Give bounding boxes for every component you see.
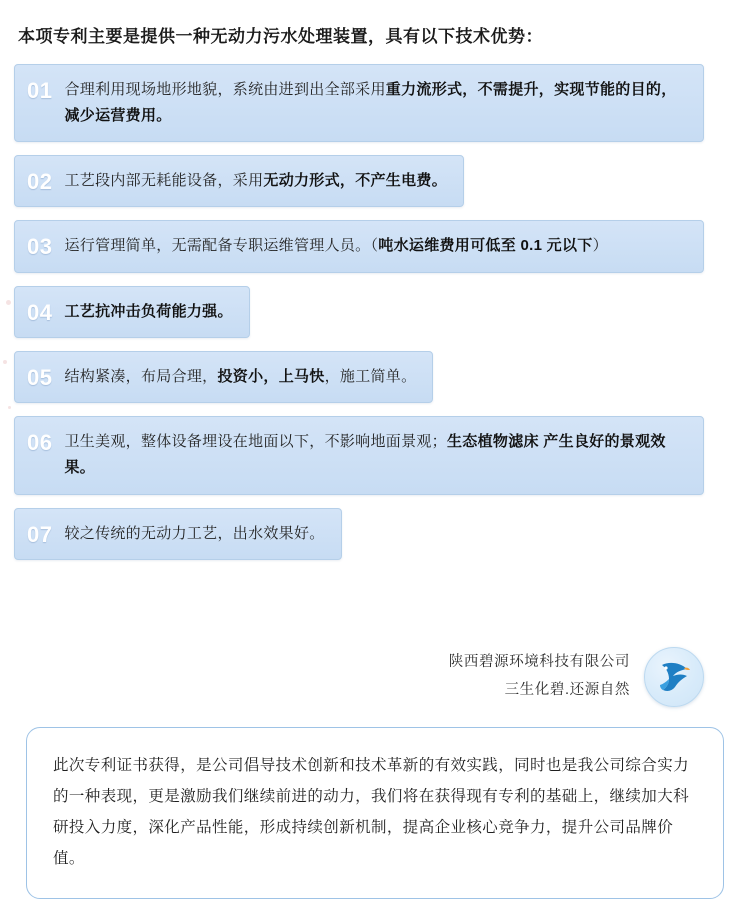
advantage-text: [64, 299, 232, 325]
advantage-number: 03: [27, 234, 53, 260]
company-signature: [10, 621, 740, 713]
decorative-speck: [6, 300, 11, 305]
advantage-number: 04: [27, 299, 53, 325]
advantage-text-segment: ，施工简单。: [324, 367, 417, 385]
advantage-text: [64, 429, 687, 482]
company-text-block: [449, 649, 630, 704]
advantage-text-segment: ）: [592, 237, 608, 255]
advantage-text-segment: 卫生美观，整体设备埋设在地面以下，不影响地面景观；: [64, 433, 447, 450]
decorative-speck: [8, 406, 11, 409]
advantage-text-segment: 工艺段内部无耗能设备，采用: [64, 172, 264, 189]
advantage-item: [14, 64, 736, 143]
advantage-item: [14, 416, 736, 495]
advantage-text: [64, 77, 687, 130]
advantage-item: [14, 286, 736, 338]
advantage-text-segment: 运行管理简单，无需配备专职运维管理人员。（: [64, 237, 379, 255]
advantage-text-emphasis: 无动力形式，不产生电费。: [263, 172, 447, 189]
advantage-number: 06: [27, 430, 53, 455]
advantage-item: [14, 220, 736, 272]
advantage-text: [64, 168, 447, 194]
advantage-text: [64, 233, 607, 259]
advantage-bubble: [14, 286, 250, 338]
advantage-item: [14, 508, 736, 560]
advantage-text-segment: 较之传统的无动力工艺，出水效果好。: [64, 524, 325, 542]
advantage-bubble: [14, 416, 704, 495]
advantage-text-emphasis: 生态植物滤床 产生良好的景观效果。: [64, 433, 666, 477]
advantage-text-segment: 结构紧凑，布局合理，: [64, 367, 218, 385]
advantage-bubble: [14, 508, 342, 560]
page-title: 本项专利主要是提供一种无动力污水处理装置，具有以下技术优势：: [18, 27, 543, 46]
advantage-number: 02: [27, 169, 53, 194]
advantage-bubble: [14, 64, 704, 143]
advantage-text-emphasis: 重力流形式，不需提升，实现节能的目的，减少运营费用。: [64, 80, 677, 124]
advantage-item: [14, 155, 736, 207]
decorative-speck: [3, 360, 7, 364]
advantage-number: 01: [27, 77, 53, 103]
advantage-text-emphasis: 吨水运维费用可低至 0.1 元以下: [378, 237, 593, 255]
advantage-text-segment: 合理利用现场地形地貌，系统由进到出全部采用: [64, 80, 386, 98]
company-name: 陕西碧源环境科技有限公司: [448, 654, 630, 671]
advantage-bubble: [14, 220, 704, 272]
advantage-text: [64, 521, 324, 547]
advantage-text-emphasis: 投资小，上马快: [217, 367, 325, 385]
closing-note: 此次专利证书获得，是公司倡导技术创新和技术革新的有效实践，同时也是我公司综合实力的一种表现，更是激励我们继续前进的动力，我们将在获得现有专利的基础上，继续加大科研投入力度，深化产品性能，形成持续创新机制，提高企业核心竞争力，提升公司品牌价值。: [26, 727, 724, 899]
company-slogan: 三生化碧.还源自然: [504, 681, 630, 698]
advantage-item: [14, 351, 736, 403]
advantage-list: [10, 64, 740, 560]
advantage-bubble: [14, 351, 433, 403]
bird-logo-icon: [644, 647, 704, 707]
advantage-number: 05: [27, 364, 53, 390]
advantage-bubble: [14, 155, 464, 207]
advantage-text-emphasis: 工艺抗冲击负荷能力强。: [64, 302, 233, 320]
advantage-number: 07: [27, 521, 53, 547]
advantage-text: [64, 364, 416, 390]
